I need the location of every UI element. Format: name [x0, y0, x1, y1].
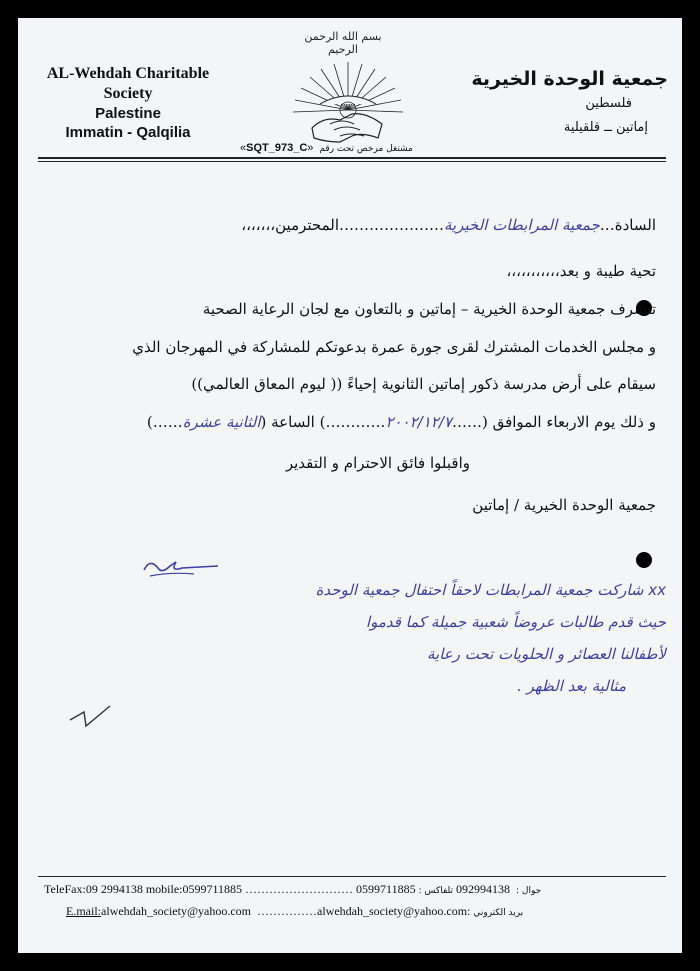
footer-phone-line: TeleFax:09 2994138 mobile:0599711885 ……………………… 0599711885 جوال : 092994138 تلفاكس : — [44, 882, 542, 896]
org-name-en-line1: AL-Wehdah Charitable — [46, 65, 210, 82]
registration-label-ar: مشتغل مرخص تحت رقم — [319, 144, 413, 154]
telefax-ar-number: 092994138 — [456, 882, 511, 896]
note-line-3: لأطفالنا العصائر و الحلويات تحت رعاية — [427, 645, 666, 663]
greeting-line: تحية طيبة و بعد،،،،،،،،،،، — [506, 262, 656, 280]
mobile-ar-number: 0599711885 — [356, 882, 416, 896]
paragraph-line-2: و مجلس الخدمات المشترك لقرى جورة عمرة بدعوتكم للمشاركة في المهرجان الذي — [132, 338, 656, 356]
time-handwritten: الثانية عشرة — [182, 413, 261, 431]
greeting-text: تحية طيبة و بعد — [559, 262, 656, 280]
telefax-en: TeleFax:09 2994138 mobile:0599711885 — [44, 882, 243, 896]
note-line-1: xx شاركت جمعية المرابطات لاحقاً احتفال جمعية الوحدة — [315, 581, 666, 599]
mobile-ar-label: جوال : — [516, 886, 542, 896]
registration-line: «SQT_973_C» مشتغل مرخص تحت رقم — [240, 142, 413, 154]
salutation-prefix: السادة — [614, 216, 656, 234]
handwritten-mark — [66, 702, 116, 732]
country-ar: فلسطين — [585, 96, 632, 111]
header-english — [28, 64, 228, 142]
footer-divider — [38, 876, 666, 877]
time-suffix: ) — [146, 413, 153, 431]
header-arabic — [458, 66, 668, 140]
salutation-line: السادة…جمعية المرابطات الخيرية…………………المحترمين،،،،،،، — [241, 216, 656, 234]
note-line-2: حيث قدم طالبات عروضاً شعبية جميلة كما قدموا — [365, 613, 666, 631]
salutation-suffix: المحترمين — [275, 216, 340, 234]
email-ar-label: بريد الكتروني — [473, 908, 524, 918]
org-name-ar: جمعية الوحدة الخيرية — [471, 68, 668, 90]
date-prefix: و ذلك يوم الاربعاء الموافق ( — [481, 413, 656, 431]
date-handwritten: ٢٠٠٢/١٢/٧ — [385, 413, 452, 431]
email-en: alwehdah_society@yahoo.com — [101, 904, 252, 918]
header-divider — [38, 157, 666, 159]
telefax-ar-label: تلفاكس : — [418, 886, 454, 896]
country-en: Palestine — [95, 105, 161, 122]
paragraph-line-4: و ذلك يوم الاربعاء الموافق (……٢٠٠٢/١٢/٧…………) الساعة (الثانية عشرة……) — [146, 413, 656, 431]
time-prefix: ) الساعة ( — [260, 413, 326, 431]
header-divider-thin — [38, 161, 666, 162]
handwritten-note — [146, 574, 666, 702]
punch-hole-bottom — [636, 552, 652, 568]
location-en: Immatin - Qalqilia — [65, 124, 191, 141]
recipient-handwritten: جمعية المرابطات الخيرية — [444, 216, 600, 234]
location-ar: إماتين ــ قلقيلية — [563, 120, 648, 135]
footer-email-line: E.mail:alwehdah_society@yahoo.com ……………alwehdah_society@yahoo.com: بريد الكتروني — [66, 904, 524, 918]
signature-org: جمعية الوحدة الخيرية / إماتين — [472, 496, 656, 514]
closing-line: واقبلوا فائق الاحترام و التقدير — [285, 454, 470, 472]
paragraph-line-1: تتشرف جمعية الوحدة الخيرية – إماتين و بالتعاون مع لجان الرعاية الصحية — [202, 300, 656, 318]
registration-number: SQT_973_C — [246, 142, 308, 154]
email-ar-value: alwehdah_society@yahoo.com: — [317, 904, 471, 918]
paragraph-line-3: سيقام على أرض مدرسة ذكور إماتين الثانوية إحياءً (( ليوم المعاق العالمي)) — [191, 375, 656, 393]
bismillah-calligraphy: بسم الله الرحمن الرحيم — [304, 30, 382, 56]
letter-page — [18, 18, 682, 953]
note-line-4: مثالية بعد الظهر . — [517, 677, 626, 695]
org-name-en-line2: Society — [103, 85, 153, 102]
email-label-en: E.mail: — [66, 904, 101, 918]
